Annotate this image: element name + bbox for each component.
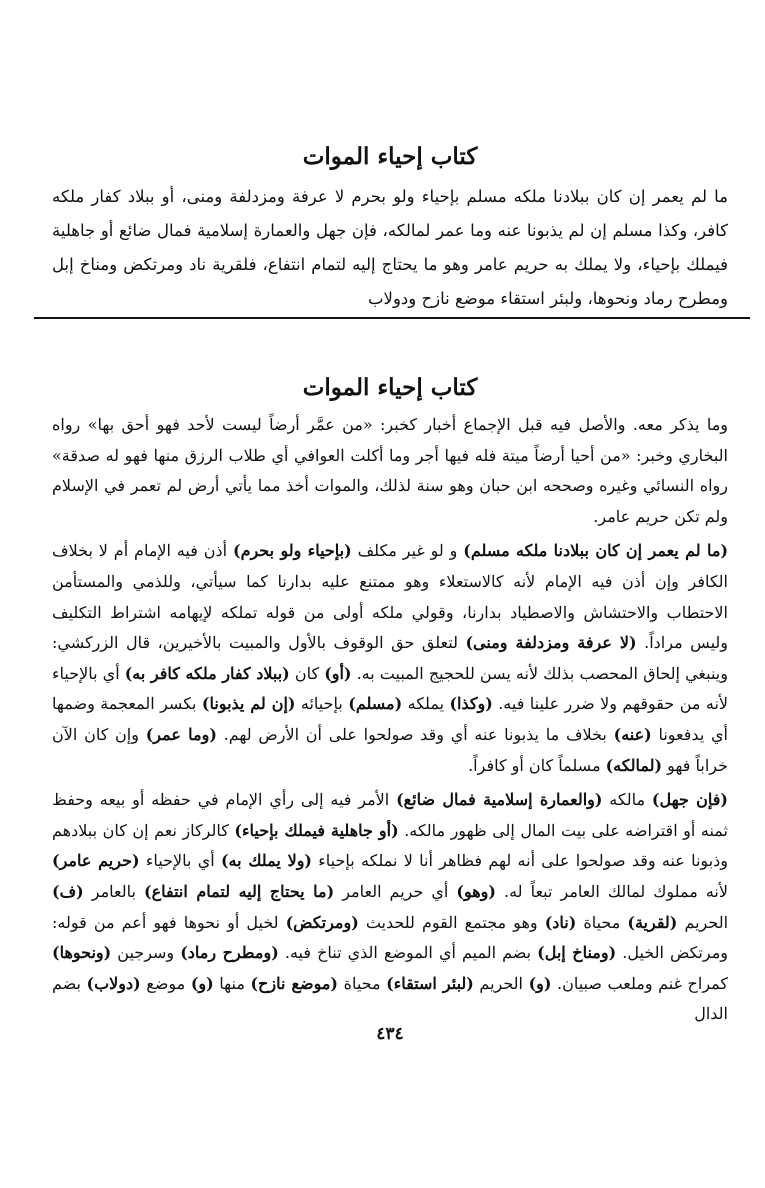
commentary-text: بإحيائه (295, 694, 349, 714)
commentary-text: محياة (576, 912, 628, 932)
commentary-text: مالكه (602, 790, 652, 810)
sharh-body (52, 410, 728, 1034)
quoted-matn: (لمالكه) (605, 755, 663, 775)
quoted-matn: (عنه) (613, 724, 652, 744)
commentary-text: و لو غير مكلف (351, 541, 464, 561)
commentary-text: وسرجين (111, 943, 181, 963)
commentary-text: بالعامر (83, 881, 144, 901)
quoted-matn: (لبئر استقاء) (386, 973, 474, 993)
quoted-matn: (و) (190, 973, 214, 993)
quoted-matn: (ومرتكض) (285, 912, 359, 932)
quoted-matn: (لقرية) (627, 912, 678, 932)
commentary-text: بضم الميم أي الموضع الذي تناخ فيه. (278, 943, 538, 963)
quoted-matn: (ومطرح رماد) (180, 943, 279, 963)
commentary-text: الحريم (677, 912, 729, 932)
commentary-text: أذن فيه الإمام أم لا بخلاف الكافر وإن أذن فيه الإمام لأنه كالاستعلاء وهو ممتنع عليه بدارنا كما سيأتي، وللذمي والمستأمن الاحتطاب والاحتشاش والاصطياد بدارنا، وقولي ملكه أولى من قوله تملكه لإيهامه اشتراط التكليف وليس مراداً. (52, 541, 728, 653)
quoted-matn: (وهو) (456, 881, 496, 901)
quoted-matn: (أو جاهلية فيملك بإحياء) (234, 820, 399, 840)
quoted-matn: (ببلاد كفار ملكه كافر به) (124, 663, 290, 683)
commentary-text: موضع (140, 973, 191, 993)
commentary-text: منها (213, 973, 251, 993)
sharh-chapter-title: كتاب إحياء الموات (302, 374, 478, 401)
commentary-text: لتعلق حق الوقوف بالأول والمبيت بالأخيرين، قال الزركشي: وينبغي إلحاق المحصب بذلك لأنه يسن للحجيج المبيت به. (52, 633, 728, 683)
quoted-matn: (ناد) (544, 912, 577, 932)
commentary-text: مسلماً كان أو كافراً. (468, 755, 606, 775)
commentary-text: محياة (338, 973, 387, 993)
quoted-matn: (مسلم) (348, 694, 403, 714)
commentary-text: أي حريم العامر (334, 881, 457, 901)
commentary-text: لخيل أو نحوها فهو أعم من قوله: ومرتكض الخيل. (52, 912, 729, 963)
quoted-matn: (وكذا) (449, 694, 493, 714)
commentary-text: بضم الدال (52, 973, 728, 1024)
quoted-matn: (إن لم يذبونا) (201, 694, 296, 714)
sharh-paragraph (52, 410, 728, 532)
quoted-matn: (و) (528, 973, 552, 993)
commentary-text: كالركاز نعم إن كان ببلادهم وذبونا عنه وقد صولحوا على أنه لهم فظاهر أنا لا نملكه بإحياء (52, 820, 729, 871)
quoted-matn: (دولاب) (86, 973, 141, 993)
commentary-text: يملكه (402, 694, 450, 714)
matn-text: ما لم يعمر إن كان ببلادنا ملكه مسلم بإحياء ولو بحرم لا عرفة ومزدلفة ومنى، أو ببلاد كفار ملكه كافر، وكذا مسلم إن لم يذبونا عنه وما عمر لمالكه، فإن جهل والعمارة إسلامية فمال ضائع أو جاهلية فيملك بإحياء، ولا يملك به حريم عامر وهو ما يحتاج إليه لتمام انتفاع، فلقرية ناد ومرتكض ومناخ إبل ومطرح رماد ونحوها، ولبئر استقاء موضع نازح ودولاب (52, 187, 728, 308)
commentary-text: لأنه مملوك لمالك العامر تبعاً له. (495, 881, 728, 901)
commentary-text: وما يذكر معه. والأصل فيه قبل الإجماع أخبار كخبر: «من عمَّر أرضاً ليست لأحد فهو أحق بها» رواه البخاري وخبر: «من أحيا أرضاً ميتة فله فيها أجر وما أكلت العوافي أي طلاب الرزق منها فهو له صدقة» رواه النسائي وغيره وصححه ابن حبان وهو سنة لذلك، والموات أخذ مما يأتي أرض لم تعمر في الإسلام ولم تكن حريم عامر. (52, 415, 728, 526)
quoted-matn: (لا عرفة ومزدلفة ومنى) (465, 633, 637, 653)
quoted-matn: (بإحياء ولو بحرم) (233, 541, 352, 561)
quoted-matn: (موضع نازح) (250, 973, 338, 993)
commentary-text: الأمر فيه إلى رأي الإمام في حفظه أو بيعه وحفظ ثمنه أو اقتراضه على بيت المال إلى ظهور مالكه. (52, 790, 729, 840)
sharh-paragraph (52, 785, 728, 1030)
matn-chapter-title: كتاب إحياء الموات (302, 143, 478, 170)
commentary-text: كان (289, 663, 325, 683)
quoted-matn: (ما لم يعمر إن كان ببلادنا ملكه مسلم) (463, 541, 729, 561)
commentary-text: أي بالإحياء (139, 851, 221, 871)
quoted-matn: (ما يحتاج إليه لتمام انتفاع) (144, 881, 335, 901)
quoted-matn: (أو) (324, 663, 352, 683)
quoted-matn: (ومناخ إبل) (537, 943, 617, 963)
quoted-matn: (ونحوها) (52, 943, 112, 963)
commentary-text: كمراح غنم وملعب صبيان. (551, 973, 729, 993)
quoted-matn: (ولا يملك به) (220, 851, 312, 871)
sharh-paragraph (52, 536, 728, 781)
quoted-matn: (فإن جهل) (651, 790, 729, 810)
commentary-text: أي بالإحياء لأنه من حقوقهم ولا ضرر علينا فيه. (52, 663, 729, 714)
commentary-text: بكسر المعجمة وضمها أي يدفعونا (52, 694, 728, 744)
quoted-matn: (والعمارة إسلامية فمال ضائع) (396, 790, 603, 810)
quoted-matn: (حريم عامر) (52, 851, 140, 871)
section-divider (34, 317, 750, 319)
quoted-matn: (وما عمر) (145, 724, 217, 744)
commentary-text: بخلاف ما يذبونا عنه أي وقد صولحوا على أن الأرض لهم. (216, 724, 614, 744)
commentary-text: وإن كان الآن خراباً فهو (52, 724, 728, 775)
commentary-text: وهو مجتمع القوم للحديث (358, 912, 545, 932)
book-page (52, 0, 728, 1188)
quoted-matn: (ف) (52, 881, 84, 901)
page-number: ٤٣٤ (376, 1024, 404, 1044)
commentary-text: الحريم (473, 973, 529, 993)
